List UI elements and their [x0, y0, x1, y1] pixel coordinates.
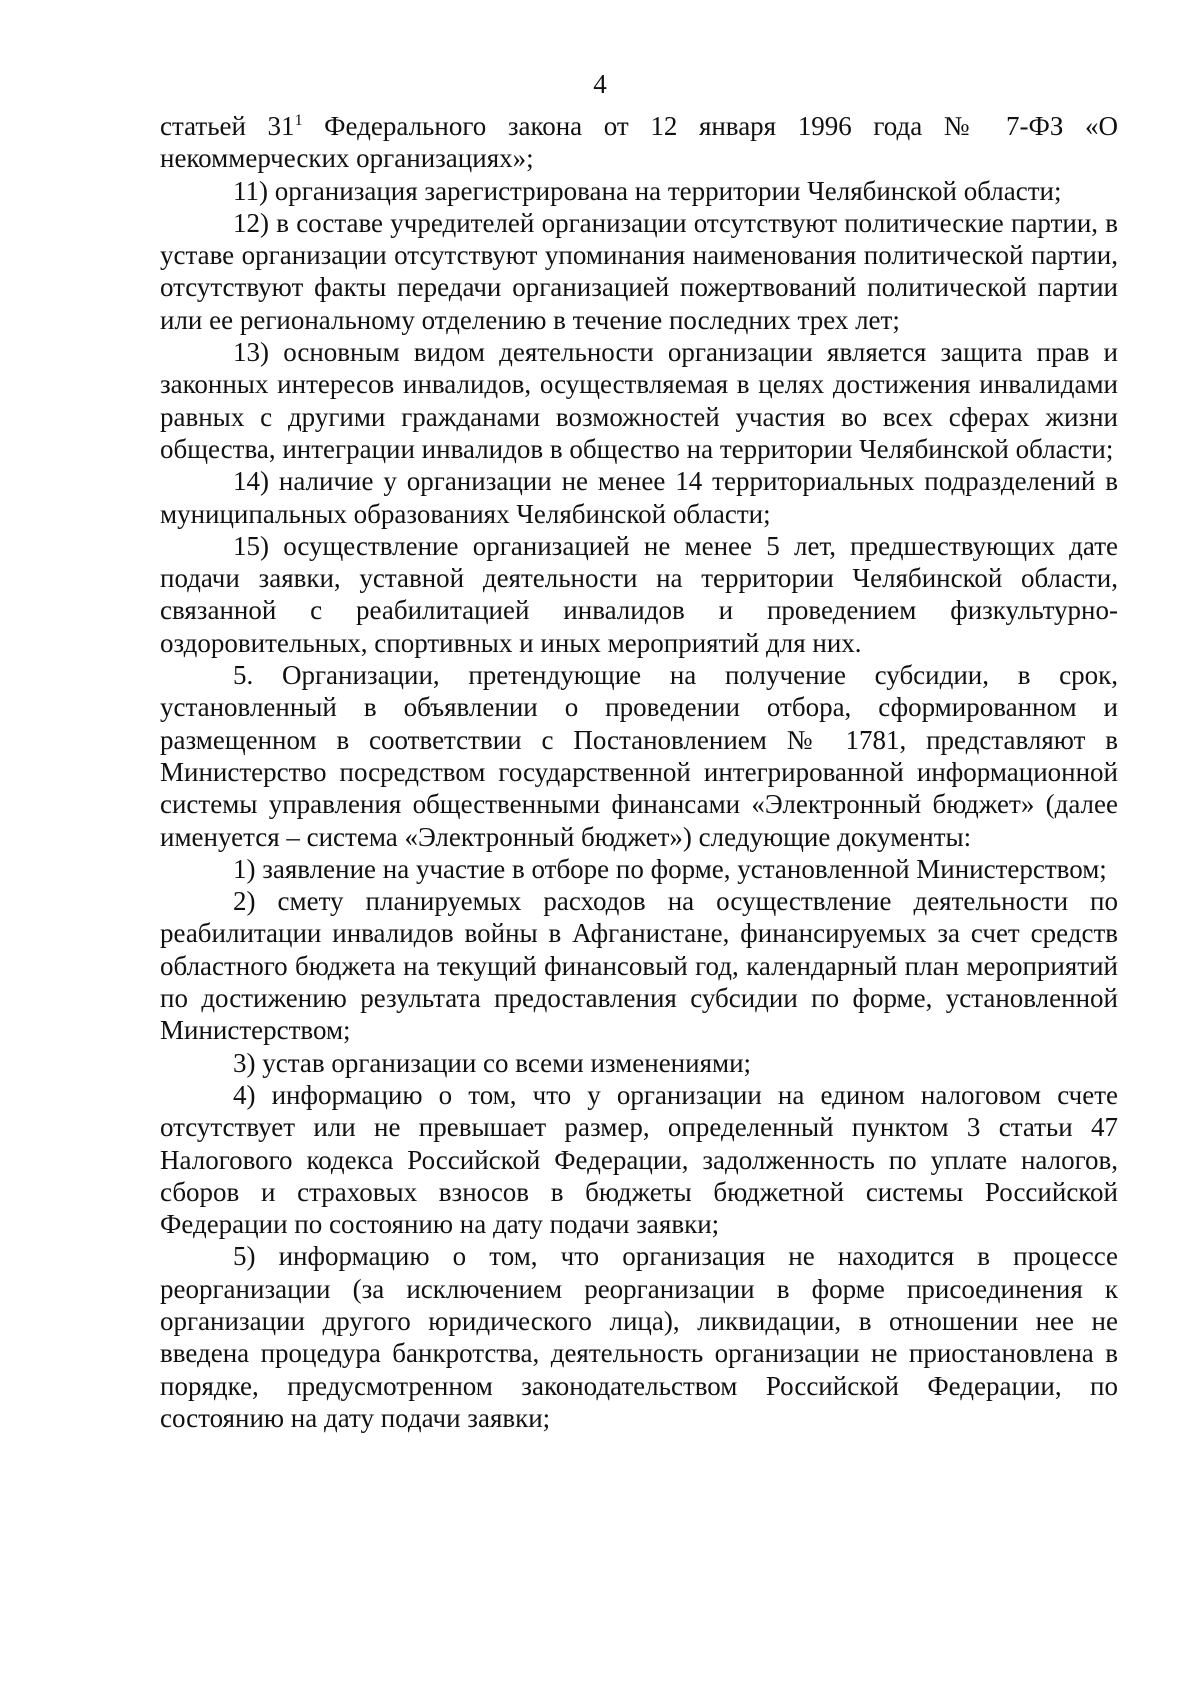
continued-text-end: Федерального закона от 12 января 1996 года № 7-ФЗ «О некоммерческих организациях»; — [160, 111, 1118, 174]
document-5-paragraph: 5) информацию о том, что организация не находится в процессе реорганизации (за исключением реорганизации в форме присоединения к организации другого юридического лица), ликвидации, в отношении нее не введена процедура банкротства, деятельность организации не приостановлена в порядке, предусмотренном законодательством Российской Федерации, по состоянию на дату подачи заявки; — [160, 1241, 1118, 1433]
document-4-paragraph: 4) информацию о том, что у организации на едином налоговом счете отсутствует или не превышает размер, определенный пунктом 3 статьи 47 Налогового кодекса Российской Федерации, задолженность по уплате налогов, сборов и страховых взносов в бюджеты бюджетной системы Российской Федерации по состоянию на дату подачи заявки; — [160, 1079, 1118, 1240]
item-11-paragraph: 11) организация зарегистрирована на территории Челябинской области; — [233, 175, 1062, 206]
continued-paragraph — [160, 110, 1118, 175]
page-number: 4 — [593, 69, 607, 99]
item-13-paragraph: 13) основным видом деятельности организации является защита прав и законных интересов инвалидов, осуществляемая в целях достижения инвалидами равных с другими гражданами возможностей участия во всех сферах жизни общества, интеграции инвалидов в общество на территории Челябинской области; — [160, 337, 1118, 464]
item-12-paragraph: 12) в составе учредителей организации отсутствуют политические партии, в уставе организации отсутствуют упоминания наименования политической партии, отсутствуют факты передачи организацией пожертвований политической партии или ее региональному отделению в течение последних трех лет; — [160, 207, 1118, 335]
document-2-paragraph: 2) смету планируемых расходов на осуществление деятельности по реабилитации инвалидов войны в Афганистане, финансируемых за счет средств областного бюджета на текущий финансовый год, календарный план мероприятий по достижению результата предоставления субсидии по форме, установленной Министерством; — [160, 886, 1118, 1046]
superscript-mark: 1 — [294, 112, 303, 129]
document-body — [160, 110, 1118, 1434]
section-5-paragraph: 5. Организации, претендующие на получение субсидии, в срок, установленный в объявлении о проведении отбора, сформированном и размещенном в соответствии с Постановлением № 1781, представляют в Министерство посредством государственной интегрированной информационной системы управления общественными финансами «Электронный бюджет» (далее именуется – система «Электронный бюджет») следующие документы: — [160, 660, 1118, 852]
item-14-paragraph: 14) наличие у организации не менее 14 территориальных подразделений в муниципальных образованиях Челябинской области; — [160, 466, 1118, 529]
continued-text-start: статьей 31 — [160, 111, 295, 141]
document-1-paragraph: 1) заявление на участие в отборе по форме, установленной Министерством; — [233, 853, 1107, 884]
document-3-paragraph: 3) устав организации со всеми изменениями; — [233, 1047, 752, 1078]
item-15-paragraph: 15) осуществление организацией не менее 5 лет, предшествующих дате подачи заявки, уставной деятельности на территории Челябинской области, связанной с реабилитацией инвалидов и проведением физкультурно-оздоровительных, спортивных и иных мероприятий для них. — [160, 530, 1118, 658]
